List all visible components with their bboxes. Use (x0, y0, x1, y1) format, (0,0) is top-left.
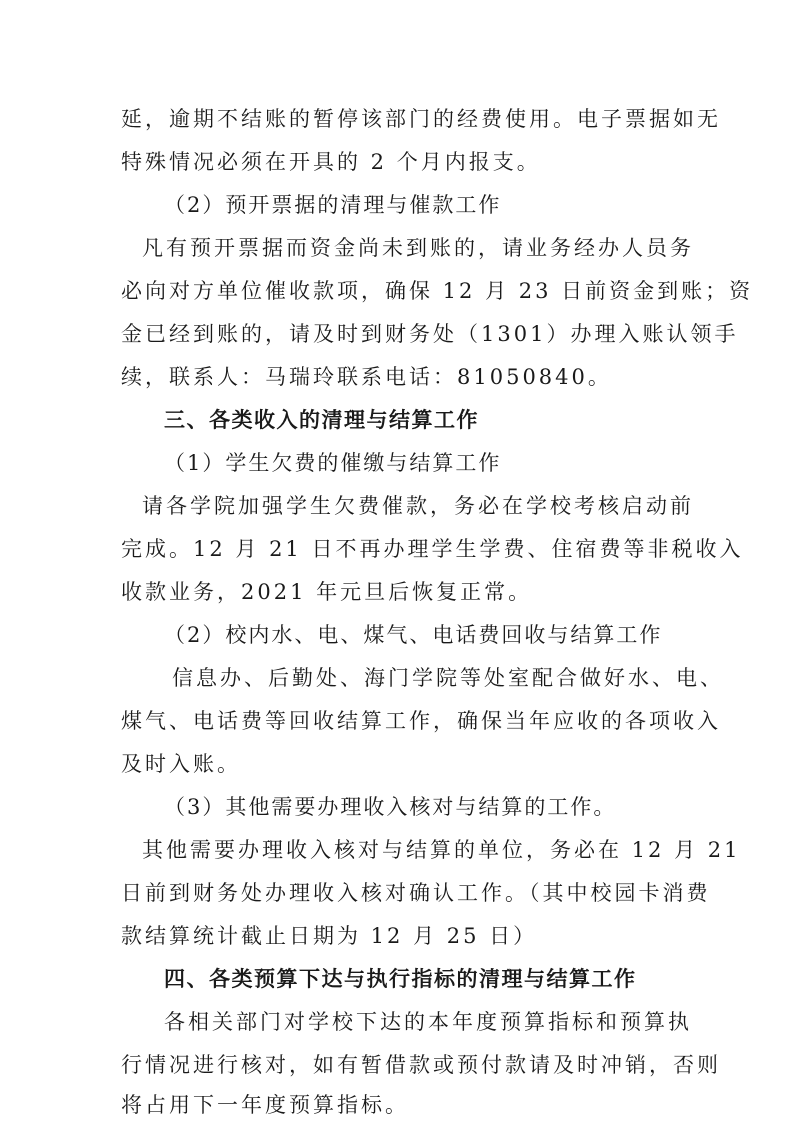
body-line: 延，逾期不结账的暂停该部门的经费使用。电子票据如无 (121, 107, 721, 131)
body-line: 必向对方单位催收款项，确保 12 月 23 日前资金到账；资 (121, 279, 754, 303)
body-line: 日前到财务处办理收入核对确认工作。（其中校园卡消费 (121, 881, 711, 905)
body-line: 凡有预开票据而资金尚未到账的，请业务经办人员务 (142, 236, 694, 260)
body-line: 煤气、电话费等回收结算工作，确保当年应收的各项收入 (121, 709, 721, 733)
body-line: 各相关部门对学校下达的本年度预算指标和预算执 (164, 1010, 692, 1034)
subsection-heading: （2）预开票据的清理与催款工作 (164, 193, 502, 217)
section-heading: 四、各类预算下达与执行指标的清理与结算工作 (164, 967, 637, 991)
subsection-heading: （2）校内水、电、煤气、电话费回收与结算工作 (164, 623, 663, 647)
body-line: 特殊情况必须在开具的 2 个月内报支。 (121, 150, 541, 174)
subsection-heading: （3）其他需要办理收入核对与结算的工作。 (164, 795, 617, 819)
body-line: 请各学院加强学生欠费催款，务必在学校考核启动前 (142, 494, 694, 518)
body-line: 金已经到账的，请及时到财务处（1301）办理入账认领手 (121, 322, 739, 346)
body-line: 信息办、后勤处、海门学院等处室配合做好水、电、 (172, 666, 724, 690)
body-line: 行情况进行核对，如有暂借款或预付款请及时冲销，否则 (121, 1053, 721, 1077)
subsection-heading: （1）学生欠费的催缴与结算工作 (164, 451, 502, 475)
body-line: 续，联系人：马瑞玲联系电话：81050840。 (121, 365, 612, 389)
body-line: 及时入账。 (121, 752, 241, 776)
body-line: 完成。12 月 21 日不再办理学生学费、住宿费等非税收入 (121, 537, 744, 561)
body-line: 款结算统计截止日期为 12 月 25 日） (121, 924, 538, 948)
body-line: 其他需要办理收入核对与结算的单位，务必在 12 月 21 (142, 838, 741, 862)
body-line: 将占用下一年度预算指标。 (121, 1093, 409, 1117)
section-heading: 三、各类收入的清理与结算工作 (164, 408, 479, 432)
body-line: 收款业务，2021 年元旦后恢复正常。 (121, 580, 533, 604)
